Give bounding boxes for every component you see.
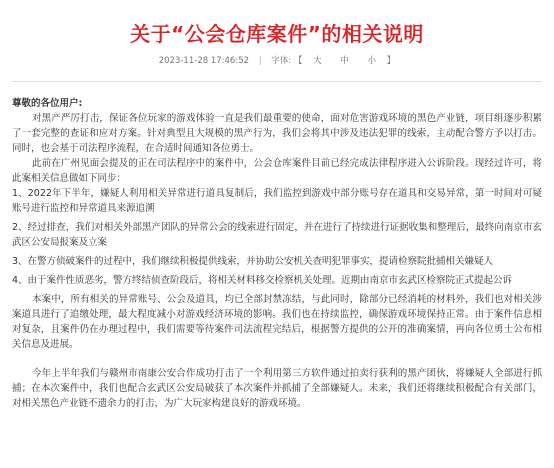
article-body [12, 96, 542, 411]
paragraph-case-status: 此前在广州见面会提及的正在司法程序中的案件中，公会仓库案件目前已经完成法律程序进入公诉阶段。现经过许可，将此案相关信息做如下同步： [12, 158, 542, 184]
list-item: 4、由于案件性质恶劣，警方终结侦查阶段后，将相关材料移交检察机关处理。近期由南京市玄武区检察院正式提起公诉 [12, 275, 513, 286]
article-title: 关于“公会仓库案件”的相关说明 [130, 22, 424, 46]
paragraph-closing: 今年上半年我们与赣州市南康公安合作成功打击了一个利用第三方软件通过拍卖行获利的黑产团伙，将嫌疑人全部进行抓捕；在本次案件中，我们也配合玄武区公安局破获了本次案件并抓捕了全部嫌疑人。未来，我们还将继续积极配合有关部门，对相关黑色产业链不遗余力的打击，为广大玩家构建良好的游戏环境。 [12, 368, 542, 409]
bracket-close: 】 [386, 56, 396, 66]
title-divider [12, 81, 542, 82]
list-item: 2、经过排查，我们对相关外部黑产团队的异常公会的线索进行固定，并在进行了持续进行证据收集和整理后，最终向南京市玄武区公安局报案及立案 [12, 222, 542, 248]
paragraph-intro: 对黑产严厉打击，保证各位玩家的游戏体验一直是我们最重要的使命，面对危害游戏环境的黑色产业链，项目组逐步积累了一套完整的查证和应对方案。针对典型且大规模的黑产行为，我们会将其中涉及违法犯罪的线索，主动配合警方予以打击。同时，也会基于司法程序流程，在合适时间通知各位勇士。 [12, 113, 542, 154]
list-item: 1、2022年下半年，嫌疑人利用相关异常进行道具复制后，我们监控到游戏中部分账号存在道具和交易异常，第一时间对可疑账号进行监控和异常道具来源追溯 [12, 188, 542, 214]
font-size-large-button[interactable]: 大 [313, 56, 322, 66]
article-meta [0, 54, 554, 66]
paragraph-case-handling: 本案中，所有相关的异常账号、公会及道具，均已全部封禁冻结，与此同时，除部分已经消耗的材料外，我们也对相关涉案道具进行了追缴处理，最大程度减小对游戏经济环境的影响。我们也在持续监控，确保游戏环境保持正常。由于案件信息相对复杂，且案件仍在办理过程中，我们需要等待案件司法流程完结后，根据警方提供的公开的准确案情，再向各位勇士公布相关信息及进展。 [12, 294, 542, 350]
bracket-open: 【 [293, 56, 303, 66]
meta-separator: | [258, 56, 262, 66]
font-size-small-button[interactable]: 小 [367, 56, 377, 66]
publish-datetime: 2023-11-28 17:46:52 [158, 56, 250, 66]
font-size-medium-button[interactable]: 中 [340, 56, 349, 66]
font-size-label: 字体: [271, 56, 292, 66]
salutation: 尊敬的各位用户: [12, 98, 83, 109]
list-item: 3、在警方侦破案件的过程中，我们继续积极提供线索，并协助公安机关查明犯罪事实，提请检察院批捕相关嫌疑人 [12, 256, 494, 267]
